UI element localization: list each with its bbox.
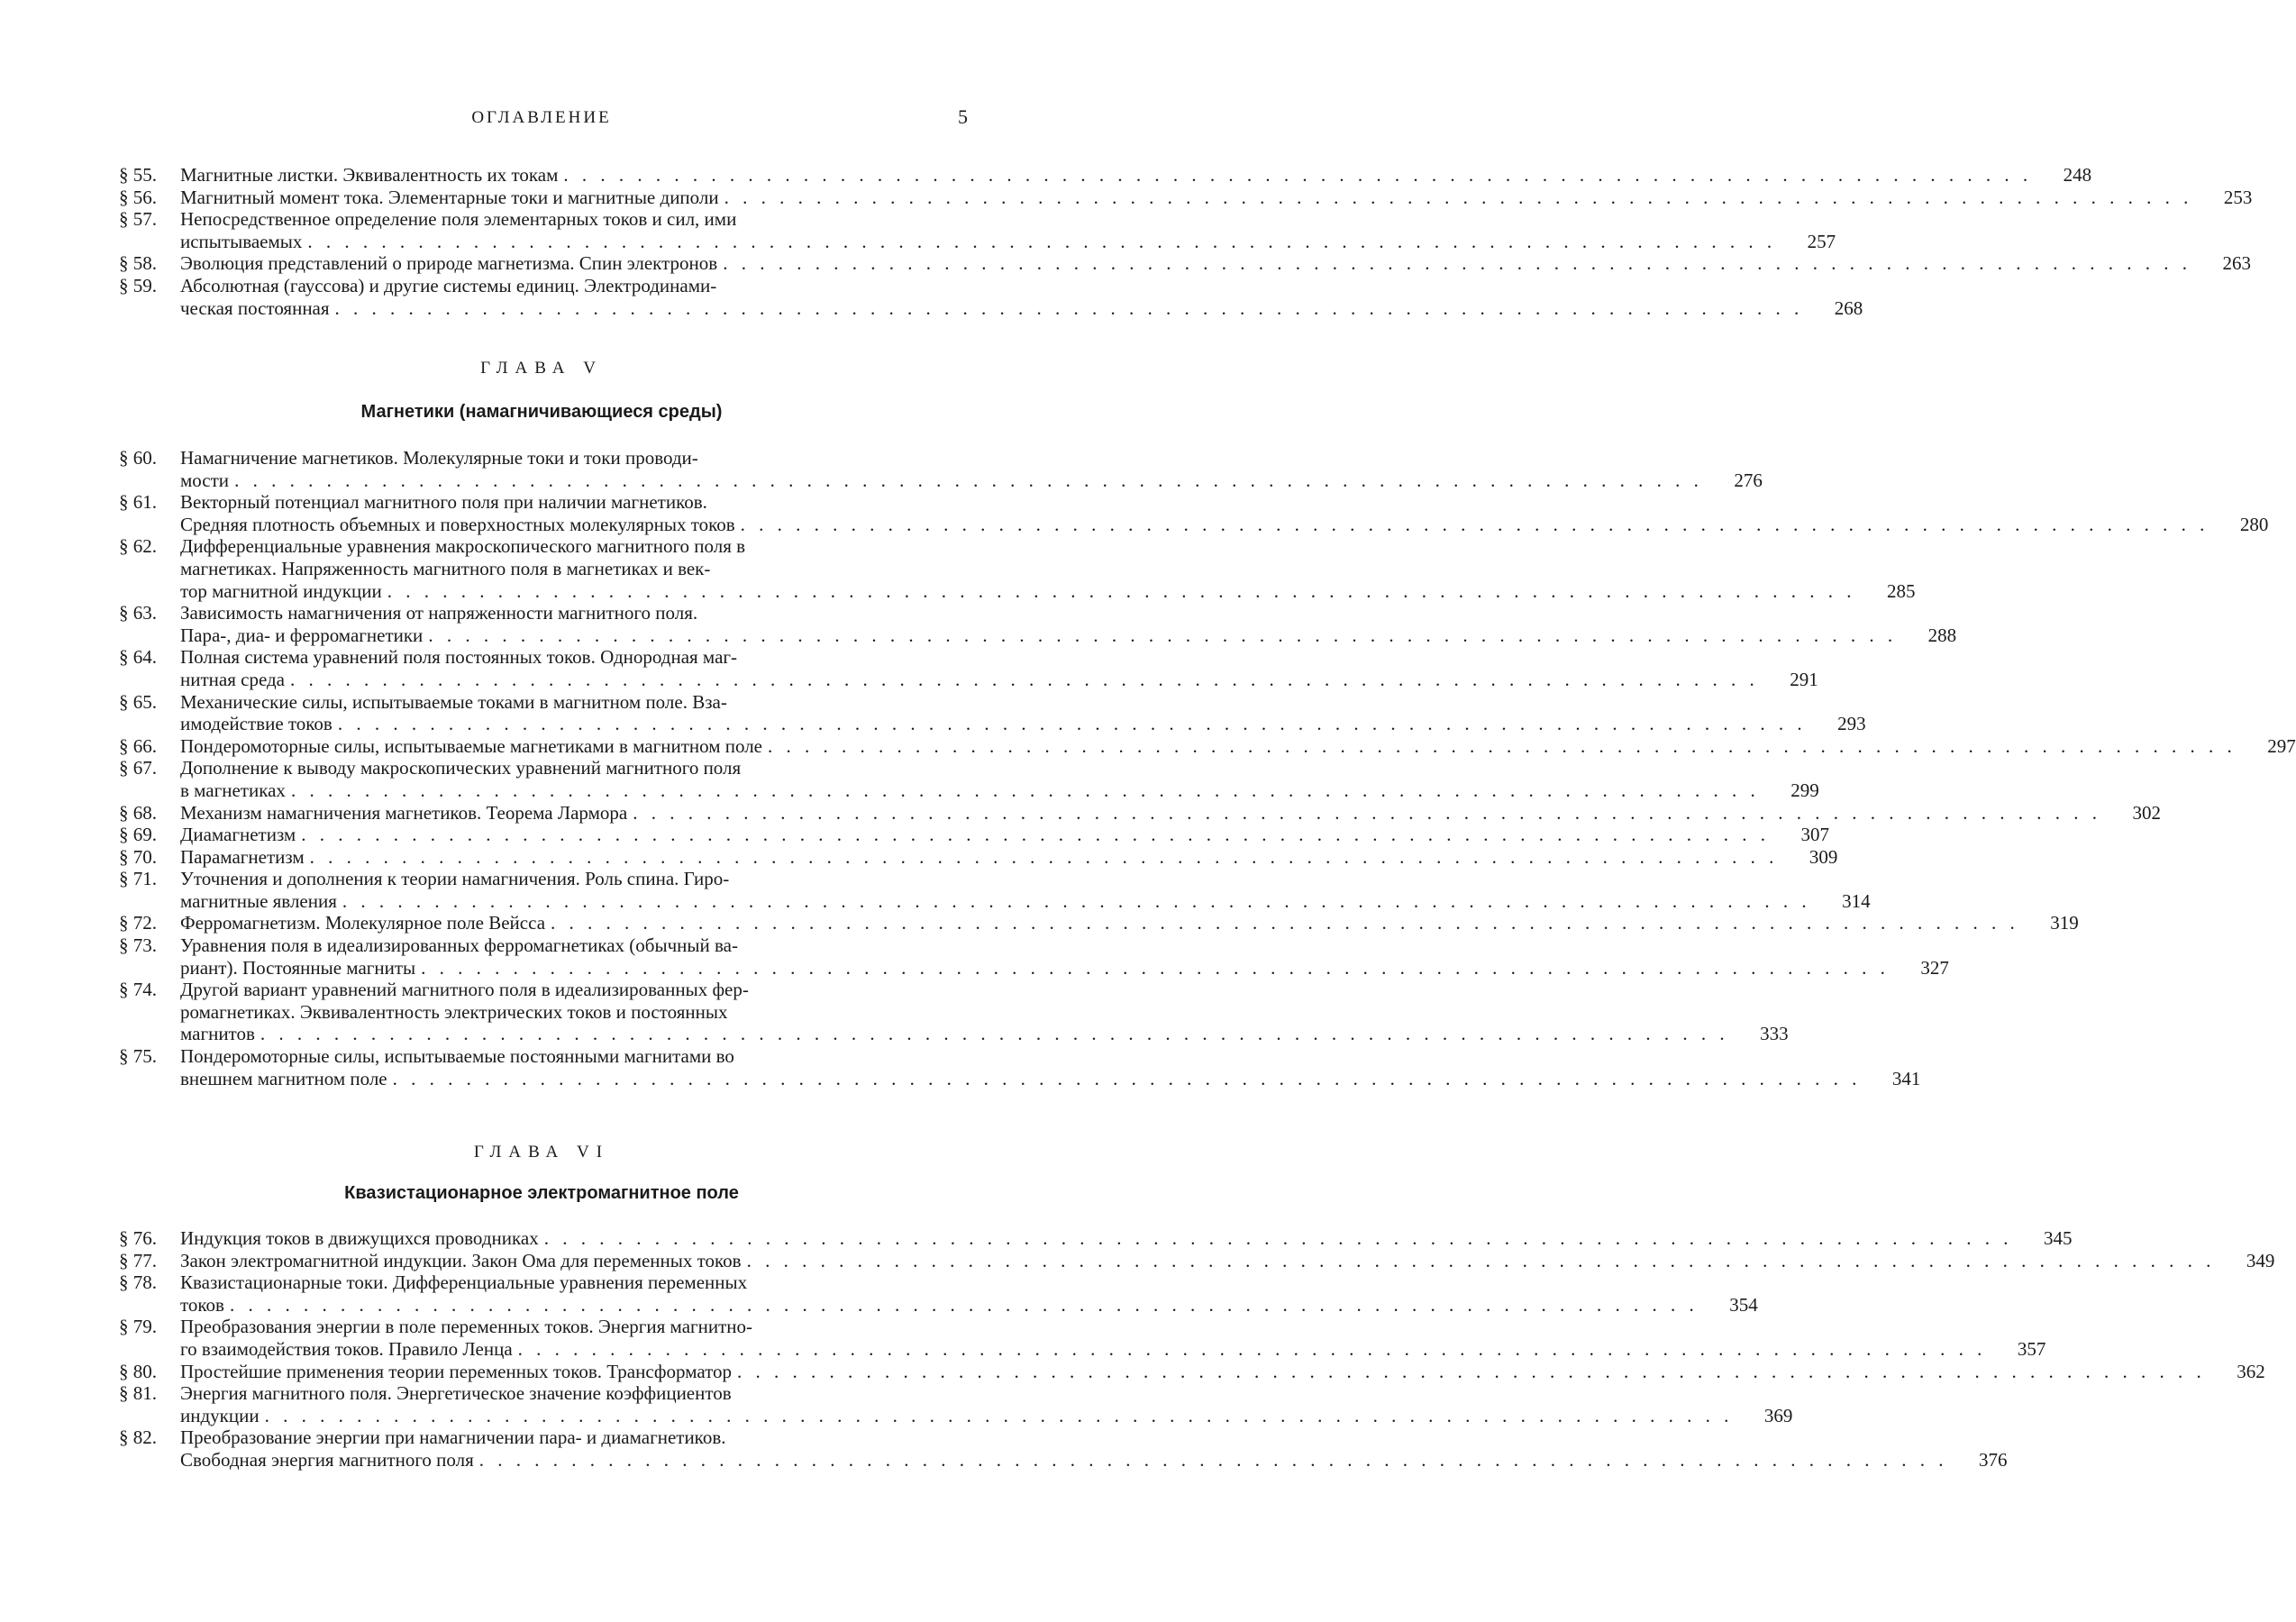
section-page-number: 376 [1979, 1448, 2008, 1471]
section-title [180, 691, 1807, 735]
section-title [180, 735, 2237, 758]
section-number: § 81. [119, 1382, 157, 1405]
section-title-text: индукции [180, 1404, 260, 1426]
section-title-line [180, 187, 2192, 209]
dot-leader: . . . . . . . . . . . . . . . . . . . . . . . . . . . . . . . . . . . . . . . . . . . . . . . . . . . . . . . . . . . . . . . . . . . . . . . . . . . . . . . . [563, 164, 2033, 186]
section-title [180, 824, 1770, 846]
section-page-number: 253 [2223, 186, 2253, 208]
section-title-line: Непосредственное определение поля элементарных токов и сил, ими [180, 208, 737, 231]
section-title-line [180, 164, 2032, 187]
section-page-number: 257 [1807, 230, 1836, 252]
section-number: § 61. [119, 491, 157, 514]
dot-leader: . . . . . . . . . . . . . . . . . . . . . . . . . . . . . . . . . . . . . . . . . . . . . . . . . . . . . . . . . . . . . . . . . . . . . . . . . . . . . . . . [478, 1448, 1948, 1471]
dot-leader: . . . . . . . . . . . . . . . . . . . . . . . . . . . . . . . . . . . . . . . . . . . . . . . . . . . . . . . . . . . . . . . . . . . . . . . . . . . . . . . . [543, 1227, 2013, 1249]
section-title-line [180, 912, 2019, 934]
dot-leader: . . . . . . . . . . . . . . . . . . . . . . . . . . . . . . . . . . . . . . . . . . . . . . . . . . . . . . . . . . . . . . . . . . . . . . . . . . . . . . . . [723, 252, 2191, 275]
section-title-line: Уточнения и дополнения к теории намагничения. Роль спина. Гиро- [180, 868, 730, 890]
section-title-line: Другой вариант уравнений магнитного поля в идеализированных фер- [180, 979, 749, 1001]
section-title-line: Преобразование энергии при намагничении пара- и диамагнетиков. [180, 1426, 726, 1449]
chapter-6-title: Квазистационарное электромагнитное поле [344, 1183, 739, 1203]
section-title [180, 187, 2192, 209]
section-title-text: Закон электромагнитной индукции. Закон Ома для переменных токов [180, 1249, 742, 1271]
section-title-text: мости [180, 469, 230, 491]
toc-entry[interactable] [115, 1227, 2073, 1250]
dot-leader: . . . . . . . . . . . . . . . . . . . . . . . . . . . . . . . . . . . . . . . . . . . . . . . . . . . . . . . . . . . . . . . . . . . . . . . . . . . . . . . . [392, 1067, 1862, 1089]
section-title-text: Ферромагнетизм. Молекулярное поле Вейсса [180, 912, 546, 934]
toc-entry[interactable] [115, 824, 1829, 846]
section-title [180, 208, 1776, 252]
section-page-number: 268 [1834, 296, 1863, 319]
section-number: § 73. [119, 934, 157, 957]
section-page-number: 288 [1927, 624, 1957, 646]
section-title-line [180, 514, 2209, 536]
section-page-number: 357 [2017, 1337, 2046, 1360]
section-title-line: Дополнение к выводу макроскопических уравнений магнитного поля [180, 757, 742, 779]
section-title-text: ческая постоянная [180, 296, 330, 319]
section-page-number: 354 [1729, 1293, 1758, 1316]
section-page-number: 309 [1809, 845, 1838, 868]
toc-entry[interactable] [115, 757, 1819, 801]
section-page-number: 345 [2043, 1227, 2073, 1249]
section-title-text: Свободная энергия магнитного поля [180, 1448, 474, 1471]
running-title: ОГЛАВЛЕНИЕ [471, 108, 612, 127]
section-title [180, 491, 2209, 535]
section-title-text: Пондеромоторные силы, испытываемые магнетиками в магнитном поле [180, 734, 763, 757]
toc-entry[interactable] [115, 912, 2079, 934]
toc-entry[interactable] [115, 491, 2269, 535]
section-title-text: Парамагнетизм [180, 845, 305, 868]
section-title-line [180, 1338, 1986, 1361]
toc-entry[interactable] [115, 845, 1838, 869]
section-number: § 78. [119, 1271, 157, 1294]
section-title-line: Зависимость намагничения от напряженности магнитного поля. [180, 602, 698, 624]
section-page-number: 369 [1763, 1404, 1793, 1426]
toc-list-chapter-6 [115, 1227, 2275, 1472]
section-title-line [180, 1227, 2012, 1250]
section-title-text: Индукция токов в движущихся проводниках [180, 1227, 539, 1249]
section-title-text: тор магнитной индукции [180, 579, 382, 602]
toc-entry[interactable] [115, 186, 2253, 209]
section-title [180, 846, 1778, 869]
section-title-line: Векторный потенциал магнитного поля при наличии магнетиков. [180, 491, 707, 514]
section-title [180, 1250, 2215, 1272]
section-number: § 77. [119, 1249, 157, 1271]
section-title [180, 934, 1890, 979]
dot-leader: . . . . . . . . . . . . . . . . . . . . . . . . . . . . . . . . . . . . . . . . . . . . . . . . . . . . . . . . . . . . . . . . . . . . . . . . . . . . . . . . [290, 668, 1759, 690]
page-number: 5 [958, 105, 968, 128]
section-title-line: магнетиках. Напряженность магнитного поля в магнетиках и век- [180, 557, 711, 579]
section-title-line: Абсолютная (гауссова) и другие системы единиц. Электродинами- [180, 274, 717, 296]
section-number: § 66. [119, 734, 157, 757]
section-title [180, 1361, 2206, 1383]
section-title [180, 602, 1897, 646]
dot-leader: . . . . . . . . . . . . . . . . . . . . . . . . . . . . . . . . . . . . . . . . . . . . . . . . . . . . . . . . . . . . . . . . . . . . . . . . . . . . . . . . [768, 734, 2237, 757]
section-page-number: 333 [1760, 1023, 1789, 1045]
section-number: § 74. [119, 979, 157, 1001]
section-title-line [180, 824, 1770, 846]
toc-entry[interactable] [115, 535, 1916, 602]
section-number: § 70. [119, 845, 157, 868]
section-title [180, 164, 2032, 187]
toc-entry[interactable] [115, 1360, 2265, 1383]
section-title-line: Энергия магнитного поля. Энергетическое значение коэффициентов [180, 1382, 732, 1405]
section-title-text: го взаимодействия токов. Правило Ленца [180, 1337, 513, 1360]
section-title-text: испытываемых [180, 230, 303, 252]
section-number: § 80. [119, 1360, 157, 1382]
dot-leader: . . . . . . . . . . . . . . . . . . . . . . . . . . . . . . . . . . . . . . . . . . . . . . . . . . . . . . . . . . . . . . . . . . . . . . . . . . . . . . . . [387, 579, 1856, 602]
section-page-number: 285 [1886, 579, 1916, 602]
section-title-line [180, 1361, 2206, 1383]
section-page-number: 314 [1842, 889, 1871, 912]
section-title-line [180, 713, 1807, 735]
dot-leader: . . . . . . . . . . . . . . . . . . . . . . . . . . . . . . . . . . . . . . . . . . . . . . . . . . . . . . . . . . . . . . . . . . . . . . . . . . . . . . . . [264, 1404, 1734, 1426]
toc-entry[interactable] [115, 1271, 1758, 1316]
toc-list-chapter-5 [115, 447, 2296, 1089]
section-title-text: Магнитные листки. Эквивалентность их токам [180, 164, 559, 186]
toc-entry[interactable] [115, 447, 1763, 491]
dot-leader: . . . . . . . . . . . . . . . . . . . . . . . . . . . . . . . . . . . . . . . . . . . . . . . . . . . . . . . . . . . . . . . . . . . . . . . . . . . . . . . . [740, 513, 2209, 535]
section-title-line: Пондеромоторные силы, испытываемые постоянными магнитами во [180, 1045, 734, 1068]
section-page-number: 319 [2050, 912, 2079, 934]
section-page-number: 349 [2246, 1249, 2275, 1271]
dot-leader: . . . . . . . . . . . . . . . . . . . . . . . . . . . . . . . . . . . . . . . . . . . . . . . . . . . . . . . . . . . . . . . . . . . . . . . . . . . . . . . . [342, 889, 1811, 912]
section-title [180, 535, 1855, 602]
section-page-number: 293 [1837, 713, 1866, 735]
section-title [180, 1382, 1733, 1426]
section-title-text: нитная среда [180, 668, 285, 690]
section-number: § 67. [119, 757, 157, 779]
section-title-text: Диамагнетизм [180, 824, 296, 846]
section-number: § 55. [119, 164, 157, 186]
section-title-text: Механизм намагничения магнетиков. Теорема Лармора [180, 801, 628, 824]
toc-entry[interactable] [115, 1249, 2275, 1272]
section-title [180, 646, 1759, 690]
section-number: § 82. [119, 1426, 157, 1449]
section-title-line: Уравнения поля в идеализированных ферромагнетиках (обычный ва- [180, 934, 738, 957]
section-title-text: внешнем магнитном поле [180, 1067, 387, 1089]
section-title [180, 757, 1760, 801]
dot-leader: . . . . . . . . . . . . . . . . . . . . . . . . . . . . . . . . . . . . . . . . . . . . . . . . . . . . . . . . . . . . . . . . . . . . . . . . . . . . . . . . [337, 713, 1807, 735]
section-number: § 64. [119, 646, 157, 669]
section-number: § 75. [119, 1045, 157, 1068]
section-title-line [180, 252, 2191, 275]
section-title-line: Квазистационарные токи. Дифференциальные уравнения переменных [180, 1271, 748, 1294]
section-title-line [180, 890, 1811, 913]
section-number: § 58. [119, 252, 157, 275]
section-number: § 57. [119, 208, 157, 231]
chapter-5-label: ГЛАВА V [480, 359, 603, 378]
toc-entry[interactable] [115, 164, 2092, 187]
section-title-line [180, 1294, 1699, 1317]
section-page-number: 276 [1734, 469, 1763, 491]
dot-leader: . . . . . . . . . . . . . . . . . . . . . . . . . . . . . . . . . . . . . . . . . . . . . . . . . . . . . . . . . . . . . . . . . . . . . . . . . . . . . . . . [428, 624, 1898, 646]
toc-entry[interactable] [115, 690, 1866, 735]
section-page-number: 362 [2237, 1360, 2265, 1382]
toc-entry[interactable] [115, 646, 1818, 690]
section-title [180, 1227, 2012, 1250]
dot-leader: . . . . . . . . . . . . . . . . . . . . . . . . . . . . . . . . . . . . . . . . . . . . . . . . . . . . . . . . . . . . . . . . . . . . . . . . . . . . . . . . [234, 469, 1703, 491]
section-page-number: 280 [2239, 513, 2269, 535]
section-title-line [180, 1250, 2215, 1272]
section-title-text: Пара-, диа- и ферромагнетики [180, 624, 424, 646]
section-number: § 60. [119, 447, 157, 469]
section-title [180, 802, 2101, 825]
section-page-number: 341 [1891, 1067, 1921, 1089]
section-title-text: в магнетиках [180, 779, 286, 801]
section-title-text: Эволюция представлений о природе магнетизма. Спин электронов [180, 252, 718, 275]
section-number: § 68. [119, 801, 157, 824]
section-page-number: 263 [2222, 252, 2251, 275]
toc-entry[interactable] [115, 208, 1836, 252]
section-title-line [180, 1405, 1733, 1427]
section-title-line [180, 231, 1776, 253]
section-number: § 69. [119, 824, 157, 846]
section-title-line [180, 624, 1897, 647]
toc-entry[interactable] [115, 934, 1949, 979]
section-page-number: 299 [1790, 779, 1819, 801]
section-title-text: Магнитный момент тока. Элементарные токи и магнитные диполи [180, 186, 719, 208]
section-number: § 59. [119, 274, 157, 296]
dot-leader: . . . . . . . . . . . . . . . . . . . . . . . . . . . . . . . . . . . . . . . . . . . . . . . . . . . . . . . . . . . . . . . . . . . . . . . . . . . . . . . . [309, 845, 1779, 868]
toc-entry[interactable] [115, 868, 1871, 912]
section-title [180, 912, 2019, 934]
section-title-line [180, 580, 1855, 603]
section-title-text: токов [180, 1293, 224, 1316]
section-title-line: Механические силы, испытываемые токами в магнитном поле. Вза- [180, 690, 727, 713]
section-title [180, 1271, 1699, 1316]
toc-entry[interactable] [115, 1382, 1793, 1426]
section-title-line [180, 669, 1759, 691]
dot-leader: . . . . . . . . . . . . . . . . . . . . . . . . . . . . . . . . . . . . . . . . . . . . . . . . . . . . . . . . . . . . . . . . . . . . . . . . . . . . . . . . [517, 1337, 1987, 1360]
section-title-text: риант). Постоянные магниты [180, 956, 416, 979]
section-page-number: 248 [2063, 164, 2092, 186]
section-title [180, 1316, 1986, 1360]
dot-leader: . . . . . . . . . . . . . . . . . . . . . . . . . . . . . . . . . . . . . . . . . . . . . . . . . . . . . . . . . . . . . . . . . . . . . . . . . . . . . . . . [229, 1293, 1699, 1316]
section-title-line [180, 469, 1703, 492]
toc-entry[interactable] [115, 252, 2251, 275]
section-title-line: Преобразования энергии в поле переменных токов. Энергия магнитно- [180, 1316, 753, 1338]
section-title-line: ромагнетиках. Эквивалентность электрических токов и постоянных [180, 1000, 728, 1023]
section-title-line: Дифференциальные уравнения макроскопического магнитного поля в [180, 535, 746, 558]
dot-leader: . . . . . . . . . . . . . . . . . . . . . . . . . . . . . . . . . . . . . . . . . . . . . . . . . . . . . . . . . . . . . . . . . . . . . . . . . . . . . . . . [633, 801, 2101, 824]
section-number: § 65. [119, 690, 157, 713]
section-number: § 79. [119, 1316, 157, 1338]
toc-entry[interactable] [115, 734, 2296, 758]
section-title [180, 1045, 1861, 1089]
toc-entry[interactable] [115, 1426, 2008, 1471]
section-number: § 63. [119, 602, 157, 624]
section-title [180, 252, 2191, 275]
dot-leader: . . . . . . . . . . . . . . . . . . . . . . . . . . . . . . . . . . . . . . . . . . . . . . . . . . . . . . . . . . . . . . . . . . . . . . . . . . . . . . . . [737, 1360, 2206, 1382]
section-page-number: 297 [2267, 734, 2296, 757]
section-number: § 72. [119, 912, 157, 934]
section-title-line: Намагничение магнетиков. Молекулярные токи и токи проводи- [180, 447, 698, 469]
section-number: § 71. [119, 868, 157, 890]
toc-entry[interactable] [115, 602, 1957, 646]
toc-entry[interactable] [115, 1316, 2046, 1360]
section-title-line [180, 802, 2101, 825]
section-title [180, 275, 1803, 319]
toc-entry[interactable] [115, 979, 1789, 1045]
dot-leader: . . . . . . . . . . . . . . . . . . . . . . . . . . . . . . . . . . . . . . . . . . . . . . . . . . . . . . . . . . . . . . . . . . . . . . . . . . . . . . . . [746, 1249, 2216, 1271]
section-title [180, 979, 1729, 1045]
dot-leader: . . . . . . . . . . . . . . . . . . . . . . . . . . . . . . . . . . . . . . . . . . . . . . . . . . . . . . . . . . . . . . . . . . . . . . . . . . . . . . . . [301, 824, 1770, 846]
section-page-number: 291 [1790, 668, 1818, 690]
section-page-number: 302 [2132, 801, 2161, 824]
section-title-line [180, 1449, 1948, 1472]
chapter-6-label: ГЛАВА VI [473, 1143, 610, 1162]
section-title-text: магнитные явления [180, 889, 337, 912]
section-title [180, 447, 1703, 491]
running-head [115, 105, 968, 135]
dot-leader: . . . . . . . . . . . . . . . . . . . . . . . . . . . . . . . . . . . . . . . . . . . . . . . . . . . . . . . . . . . . . . . . . . . . . . . . . . . . . . . . [290, 779, 1760, 801]
toc-entry[interactable] [115, 274, 1863, 319]
section-page-number: 307 [1800, 824, 1829, 846]
toc-entry[interactable] [115, 801, 2161, 825]
dot-leader: . . . . . . . . . . . . . . . . . . . . . . . . . . . . . . . . . . . . . . . . . . . . . . . . . . . . . . . . . . . . . . . . . . . . . . . . . . . . . . . . [307, 230, 1777, 252]
dot-leader: . . . . . . . . . . . . . . . . . . . . . . . . . . . . . . . . . . . . . . . . . . . . . . . . . . . . . . . . . . . . . . . . . . . . . . . . . . . . . . . . [551, 912, 2019, 934]
section-title-line: Полная система уравнений поля постоянных токов. Однородная маг- [180, 646, 738, 669]
section-title [180, 1426, 1948, 1471]
section-title-text: Средняя плотность объемных и поверхностных молекулярных токов [180, 513, 735, 535]
section-number: § 56. [119, 186, 157, 208]
section-title-line [180, 1068, 1861, 1090]
section-title-text: Простейшие применения теории переменных токов. Трансформатор [180, 1360, 733, 1382]
dot-leader: . . . . . . . . . . . . . . . . . . . . . . . . . . . . . . . . . . . . . . . . . . . . . . . . . . . . . . . . . . . . . . . . . . . . . . . . . . . . . . . . [334, 296, 1804, 319]
toc-list-chapter-4-continued [115, 164, 2253, 319]
section-title-text: магнитов [180, 1023, 255, 1045]
dot-leader: . . . . . . . . . . . . . . . . . . . . . . . . . . . . . . . . . . . . . . . . . . . . . . . . . . . . . . . . . . . . . . . . . . . . . . . . . . . . . . . . [260, 1023, 1729, 1045]
section-title [180, 868, 1811, 912]
section-page-number: 327 [1920, 956, 1949, 979]
section-title-line [180, 297, 1803, 320]
section-number: § 76. [119, 1227, 157, 1249]
section-title-line [180, 779, 1760, 802]
dot-leader: . . . . . . . . . . . . . . . . . . . . . . . . . . . . . . . . . . . . . . . . . . . . . . . . . . . . . . . . . . . . . . . . . . . . . . . . . . . . . . . . [421, 956, 1890, 979]
section-number: § 62. [119, 535, 157, 558]
section-title-line [180, 957, 1890, 980]
toc-entry[interactable] [115, 1045, 1921, 1089]
dot-leader: . . . . . . . . . . . . . . . . . . . . . . . . . . . . . . . . . . . . . . . . . . . . . . . . . . . . . . . . . . . . . . . . . . . . . . . . . . . . . . . . [724, 186, 2193, 208]
section-title-text: имодействие токов [180, 713, 333, 735]
section-title-line [180, 846, 1778, 869]
chapter-5-title: Магнетики (намагничивающиеся среды) [360, 402, 723, 422]
section-title-line [180, 735, 2237, 758]
section-title-line [180, 1023, 1729, 1045]
